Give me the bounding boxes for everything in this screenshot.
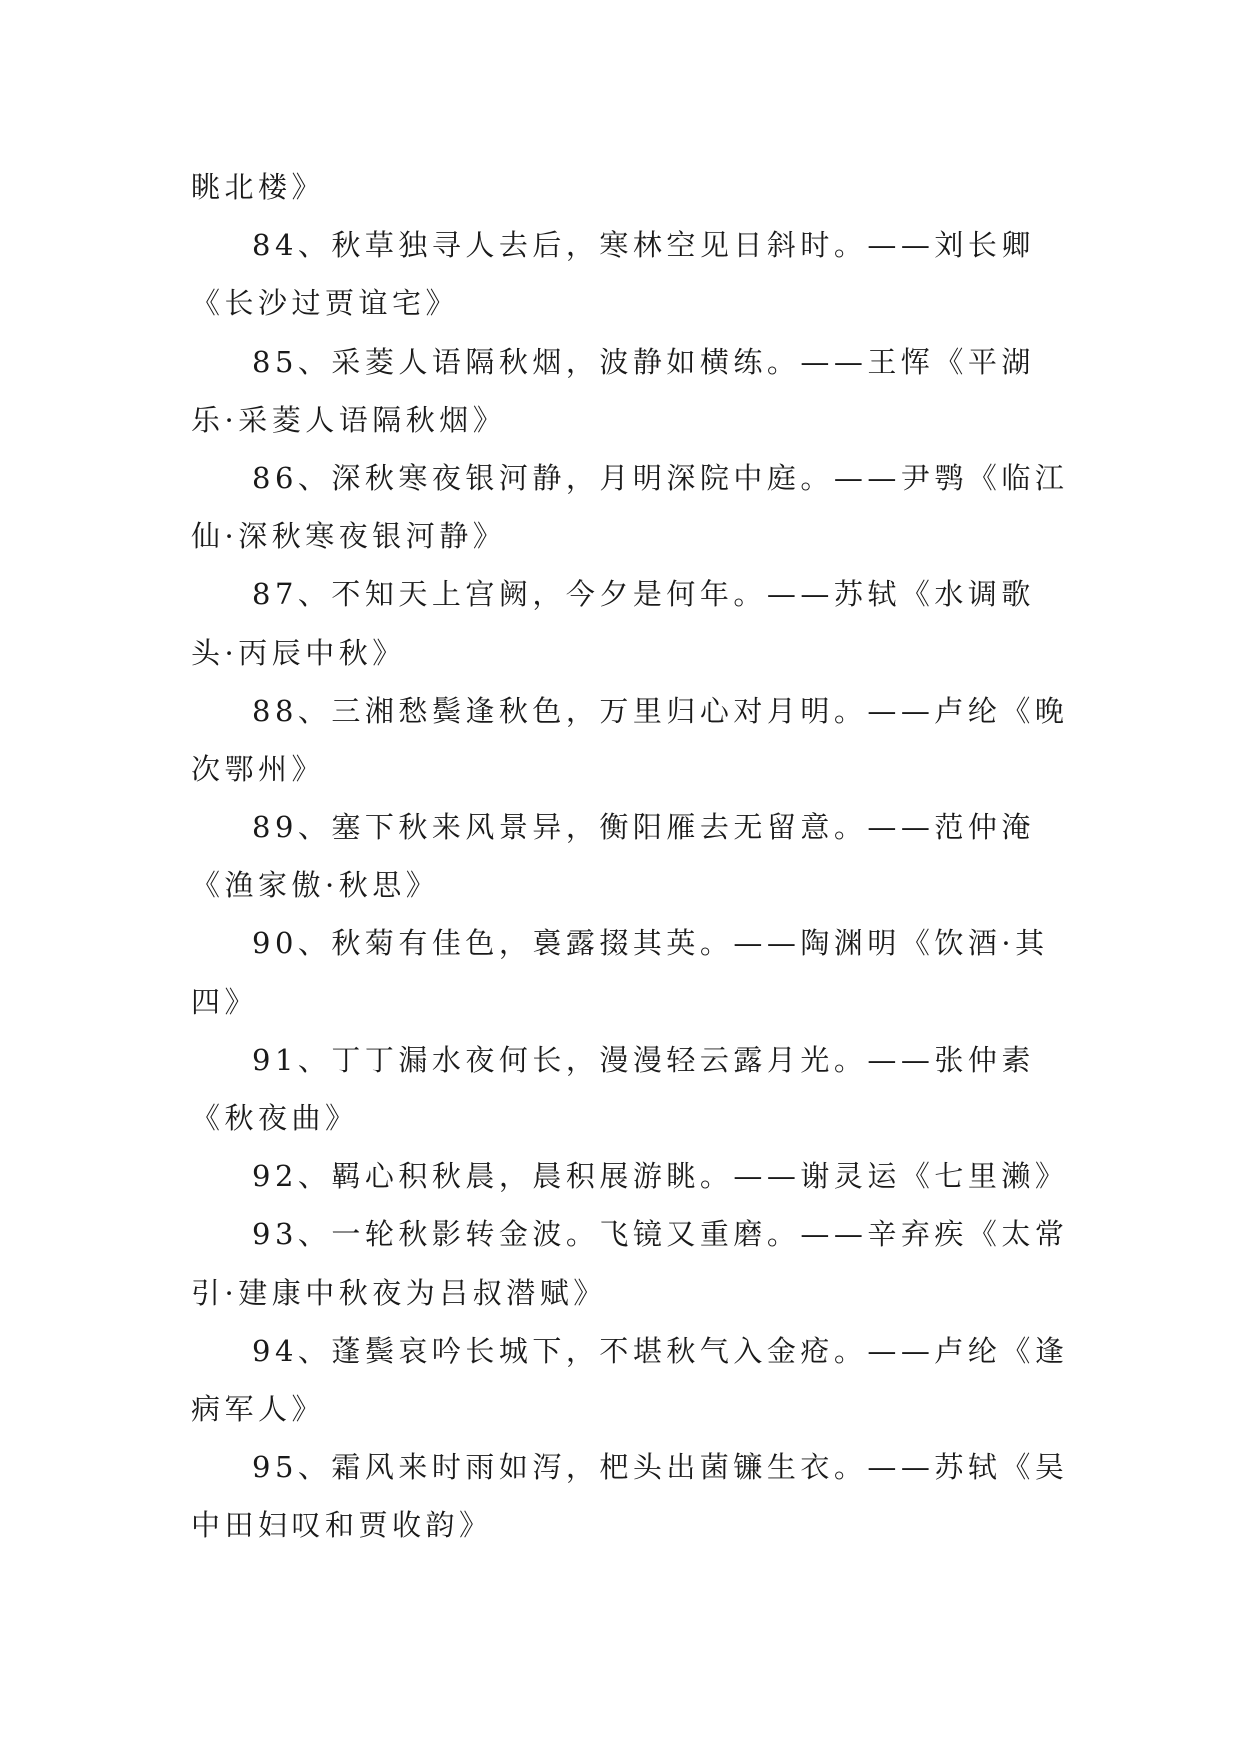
text-line: 次鄂州》 [191, 751, 326, 786]
text-line: 头·丙辰中秋》 [191, 635, 406, 670]
text-line: 93、一轮秋影转金波。飞镜又重磨。——辛弃疾《太常 [252, 1217, 1069, 1252]
text-line: 《秋夜曲》 [191, 1101, 359, 1135]
text-line: 乐·采菱人语隔秋烟》 [191, 402, 507, 437]
text-line: 四》 [191, 984, 259, 1019]
text-line: 86、深秋寒夜银河静，月明深院中庭。——尹鹗《临江 [252, 460, 1069, 495]
text-line: 95、霜风来时雨如泻，杷头出菌镰生衣。——苏轼《吴 [252, 1450, 1069, 1485]
text-line: 中田妇叹和贾收韵》 [191, 1508, 493, 1543]
text-line: 《长沙过贾谊宅》 [191, 286, 460, 321]
text-line: 92、羁心积秋晨，晨积展游眺。——谢灵运《七里濑》 [252, 1159, 1069, 1194]
text-line: 90、秋菊有佳色，裛露掇其英。——陶渊明《饮酒·其 [252, 926, 1049, 961]
text-line: 病军人》 [191, 1391, 326, 1426]
text-line: 84、秋草独寻人去后，寒林空见日斜时。——刘长卿 [252, 228, 1035, 263]
text-line: 《渔家傲·秋思》 [191, 868, 440, 903]
text-line: 89、塞下秋来风景异，衡阳雁去无留意。——范仲淹 [252, 810, 1035, 845]
text-line: 91、丁丁漏水夜何长，漫漫轻云露月光。——张仲素 [252, 1042, 1035, 1077]
text-line: 眺北楼》 [191, 170, 326, 204]
text-line: 94、蓬鬓哀吟长城下，不堪秋气入金疮。——卢纶《逢 [252, 1333, 1069, 1368]
text-line: 引·建康中秋夜为吕叔潜赋》 [191, 1275, 607, 1310]
poem-list [191, 158, 1069, 1555]
text-line: 仙·深秋寒夜银河静》 [191, 519, 507, 554]
text-line: 85、采菱人语隔秋烟，波静如横练。——王恽《平湖 [252, 344, 1035, 379]
text-line: 88、三湘愁鬓逢秋色，万里归心对月明。——卢纶《晚 [252, 693, 1069, 728]
text-line: 87、不知天上宫阙，今夕是何年。——苏轼《水调歌 [252, 577, 1035, 612]
